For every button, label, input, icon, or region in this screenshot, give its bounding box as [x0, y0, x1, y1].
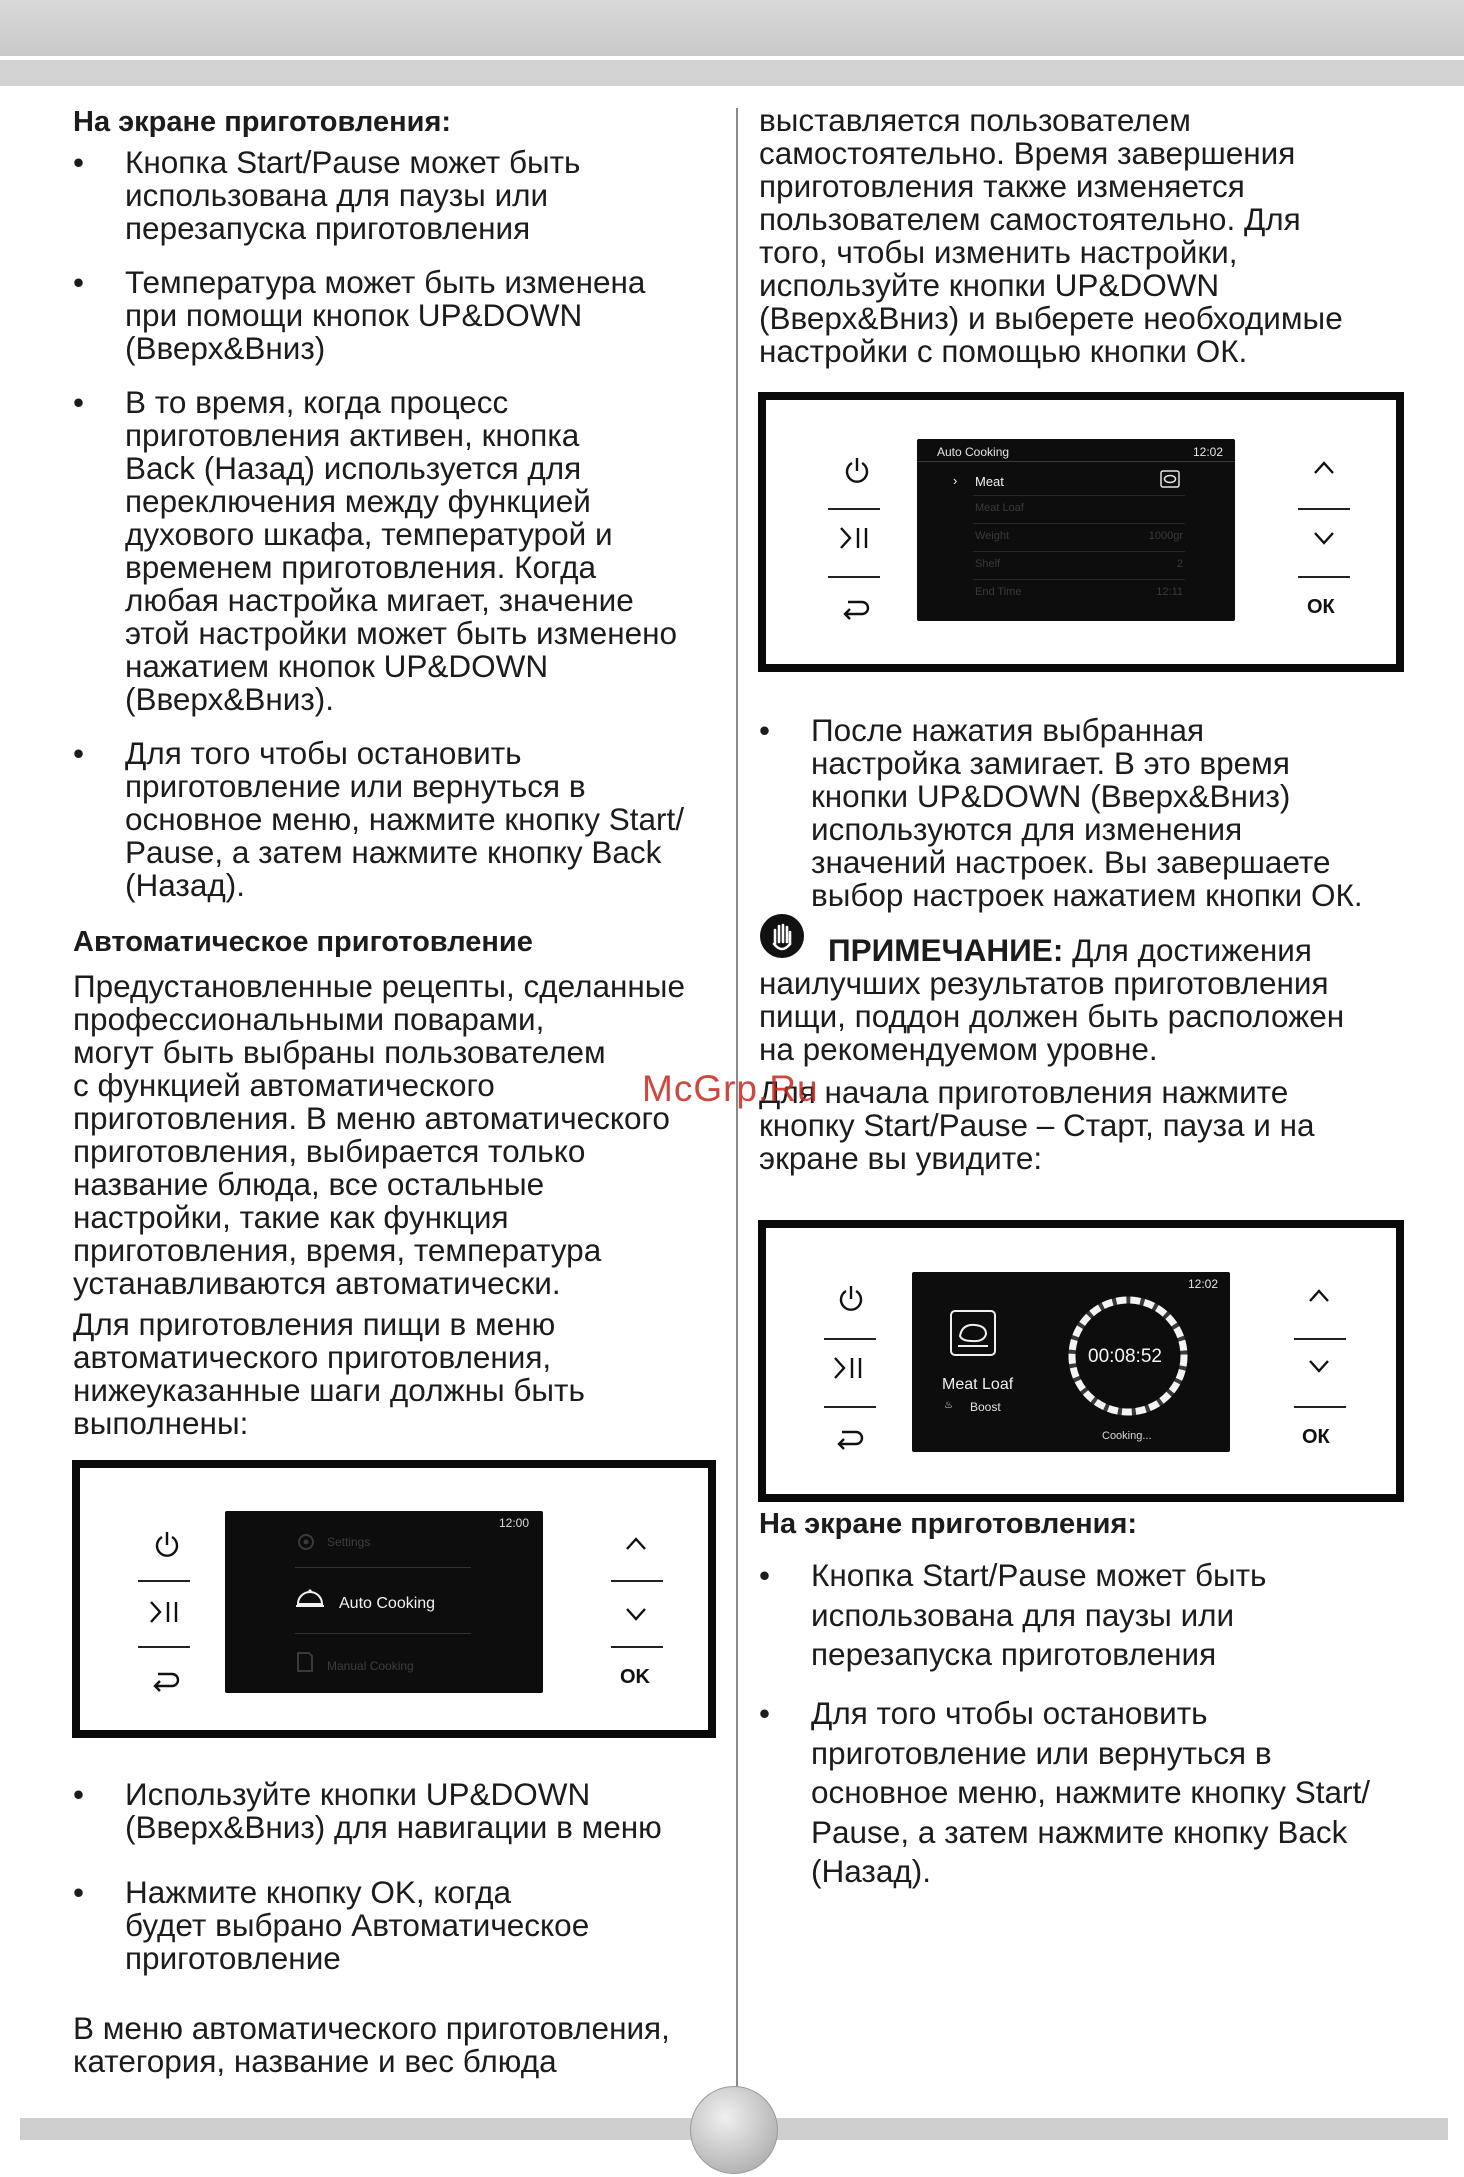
text-line: В то время, когда процесс	[125, 384, 509, 420]
control-divider	[138, 1580, 190, 1582]
text-line: (Вверх&Вниз) для навигации в меню	[125, 1809, 662, 1845]
down-arrow-icon[interactable]	[1306, 1356, 1332, 1376]
note-first-line	[828, 934, 1312, 967]
text-line: (Вверх&Вниз) и выберете необходимые	[759, 300, 1343, 336]
paragraph-steps	[73, 1308, 585, 1440]
text-line: выставляется пользователем	[759, 102, 1191, 138]
text-line: Для приготовления пищи в меню	[73, 1306, 556, 1342]
cooking-timer: 00:08:52	[1088, 1346, 1162, 1367]
text-line: приготовления активен, кнопка	[125, 417, 580, 453]
meat-loaf-dish-icon	[948, 1308, 998, 1358]
text-line: перезапуска приготовления	[811, 1636, 1217, 1672]
control-divider	[828, 576, 880, 578]
text-line: нижеуказанные шаги должны быть	[73, 1372, 585, 1408]
text-line: профессиональными поварами,	[73, 1001, 545, 1037]
bullet-text	[125, 737, 684, 902]
meat-category-icon	[1160, 470, 1180, 488]
heading-auto-cooking: Автоматическое приготовление	[73, 926, 533, 958]
paragraph-presets	[73, 970, 685, 1300]
display-screen-cooking	[912, 1272, 1230, 1452]
boost-label: Boost	[970, 1400, 1001, 1414]
text-line: любая настройка мигает, значение	[125, 582, 634, 618]
bullet-text	[811, 1694, 1370, 1892]
bullet-dot: •	[759, 1557, 771, 1593]
text-line: Предустановленные рецепты, сделанные	[73, 968, 685, 1004]
power-icon[interactable]	[836, 1284, 866, 1314]
bullet-dot: •	[73, 144, 85, 180]
text-line: перезапуска приготовления	[125, 210, 531, 246]
ok-button[interactable]: OK	[620, 1666, 650, 1688]
text-line: того, чтобы изменить настройки,	[759, 234, 1238, 270]
text-line: основное меню, нажмите кнопку Start/	[125, 801, 685, 837]
start-pause-icon[interactable]	[838, 524, 874, 552]
text-line: переключения между функцией	[125, 483, 591, 519]
text-line: Pause, а затем нажмите кнопку Back	[125, 834, 662, 870]
row-end-time-label[interactable]: End Time	[975, 586, 1022, 598]
ok-button[interactable]: ОК	[1307, 596, 1335, 618]
text-line: будет выбрано Автоматическое	[125, 1907, 590, 1943]
selection-chevron-icon: ›	[953, 473, 958, 488]
control-divider	[1294, 1338, 1346, 1340]
text-line: Pause, а затем нажмите кнопку Back	[811, 1813, 1348, 1850]
text-line: кнопки UP&DOWN (Вверх&Вниз)	[811, 778, 1291, 814]
heading-cooking-screen-right: На экране приготовления:	[759, 1508, 1138, 1540]
text-line: Для того чтобы остановить	[811, 1695, 1208, 1731]
back-icon[interactable]	[840, 596, 870, 620]
text-line: приготовление или вернуться в	[125, 768, 586, 804]
screen-clock: 12:00	[498, 1516, 529, 1530]
row-meat-loaf[interactable]: Meat Loaf	[975, 502, 1024, 514]
down-arrow-icon[interactable]	[1311, 528, 1337, 548]
power-icon[interactable]	[152, 1530, 182, 1560]
text-line: используются для изменения	[811, 811, 1243, 847]
top-band	[0, 0, 1464, 56]
up-arrow-icon[interactable]	[623, 1534, 649, 1554]
row-divider	[973, 495, 1185, 496]
text-line: используйте кнопки UP&DOWN	[759, 267, 1220, 303]
bullet-text	[811, 714, 1363, 912]
down-arrow-icon[interactable]	[623, 1604, 649, 1624]
text-line: Для начала приготовления нажмите	[759, 1074, 1289, 1110]
row-shelf-value: 2	[1176, 558, 1183, 570]
text-line: этой настройки может быть изменено	[125, 615, 678, 651]
dish-name: Meat Loaf	[942, 1376, 1014, 1393]
control-divider	[828, 508, 880, 510]
text-line: настройки с помощью кнопки ОК.	[759, 333, 1248, 369]
row-weight-value: 1000gr	[1148, 530, 1183, 542]
bullet-dot: •	[73, 1776, 85, 1812]
screen-clock: 12:02	[1187, 1277, 1218, 1291]
bullet-dot: •	[73, 735, 85, 771]
text-line: духового шкафа, температурой и	[125, 516, 613, 552]
watermark: McGrp.Ru	[642, 1068, 819, 1109]
text-line: После нажатия выбранная	[811, 712, 1205, 748]
text-line: наилучших результатов приготовления	[759, 965, 1329, 1001]
text-line: выбор настроек нажатием кнопки ОК.	[811, 877, 1363, 913]
back-icon[interactable]	[834, 1426, 864, 1450]
bullet-text	[125, 146, 580, 245]
text-line: пользователем самостоятельно. Для	[759, 201, 1301, 237]
control-divider	[138, 1646, 190, 1648]
text-line: могут быть выбраны пользователем	[73, 1034, 606, 1070]
screen-title: Auto Cooking	[937, 445, 1010, 459]
bullet-dot: •	[73, 264, 85, 300]
display-screen-auto-cooking	[917, 439, 1235, 621]
text-line: (Назад).	[811, 1853, 931, 1889]
row-divider	[973, 579, 1185, 580]
cooking-status: Cooking...	[1102, 1430, 1152, 1442]
page-number-circle	[690, 2086, 778, 2174]
screen-clock: 12:02	[1192, 445, 1223, 459]
bullet-dot: •	[73, 1874, 85, 1910]
control-divider	[824, 1338, 876, 1340]
text-line: настройка замигает. В это время	[811, 745, 1290, 781]
text-line: Для того чтобы остановить	[125, 735, 522, 771]
bullet-dot: •	[73, 384, 85, 420]
menu-item-manual-cooking[interactable]: Manual Cooking	[327, 1659, 414, 1673]
paragraph-auto-menu	[73, 2012, 670, 2078]
control-divider	[824, 1406, 876, 1408]
bullet-text	[125, 1778, 662, 1844]
text-line: временем приготовления. Когда	[125, 549, 596, 585]
note-body	[759, 967, 1344, 1066]
paragraph-settings	[759, 104, 1343, 368]
menu-item-settings[interactable]: Settings	[327, 1535, 371, 1549]
text-line: при помощи кнопок UP&DOWN	[125, 297, 583, 333]
start-pause-icon[interactable]	[148, 1598, 184, 1626]
menu-divider	[295, 1633, 471, 1634]
text-line: Используйте кнопки UP&DOWN	[125, 1776, 591, 1812]
text-line: автоматического приготовления,	[73, 1339, 552, 1375]
note-first-text: Для достижения	[1063, 932, 1312, 968]
control-panel-main-menu	[72, 1460, 716, 1738]
text-line: приготовления, время, температура	[73, 1232, 602, 1268]
start-pause-icon[interactable]	[832, 1354, 868, 1382]
row-divider	[973, 551, 1185, 552]
text-line: с функцией автоматического	[73, 1067, 495, 1103]
text-line: основное меню, нажмите кнопку Start/	[811, 1774, 1371, 1810]
row-divider	[973, 523, 1185, 524]
text-line: значений настроек. Вы завершаете	[811, 844, 1331, 880]
bullet-dot: •	[759, 712, 771, 748]
text-line: приготовления. В меню автоматического	[73, 1100, 670, 1136]
text-line: В меню автоматического приготовления,	[73, 2010, 670, 2046]
control-divider	[611, 1646, 663, 1648]
row-meat[interactable]: Meat	[975, 474, 1004, 489]
title-divider	[917, 461, 1235, 462]
text-line: Кнопка Start/Pause может быть	[125, 144, 581, 180]
text-line: (Вверх&Вниз).	[125, 681, 335, 717]
heading-cooking-screen: На экране приготовления:	[73, 106, 452, 138]
text-line: название блюда, все остальные	[73, 1166, 545, 1202]
text-line: Нажмите кнопку OK, когда	[125, 1874, 511, 1910]
control-divider	[611, 1580, 663, 1582]
text-line: использована для паузы или	[811, 1596, 1235, 1633]
power-icon[interactable]	[842, 456, 872, 486]
text-line: на рекомендуемом уровне.	[759, 1031, 1158, 1067]
control-divider	[1298, 576, 1350, 578]
text-line: самостоятельно. Время завершения	[759, 135, 1296, 171]
text-line: нажатием кнопок UP&DOWN	[125, 648, 549, 684]
menu-divider	[295, 1567, 471, 1568]
display-screen-main	[225, 1511, 543, 1693]
text-line: кнопку Start/Pause – Старт, пауза и на	[759, 1107, 1315, 1143]
text-line: (Назад).	[125, 867, 245, 903]
row-end-time-value: 12:11	[1156, 586, 1183, 598]
ok-button[interactable]: ОК	[1302, 1426, 1330, 1448]
note-hand-icon	[760, 914, 804, 958]
row-weight-label[interactable]: Weight	[975, 530, 1010, 542]
paragraph-start	[759, 1076, 1315, 1175]
text-line: приготовления, выбирается только	[73, 1133, 586, 1169]
menu-item-auto-cooking[interactable]: Auto Cooking	[339, 1595, 436, 1612]
control-panel-cooking	[758, 1220, 1404, 1502]
bullet-text	[125, 386, 677, 716]
bullet-text	[811, 1556, 1266, 1675]
text-line: пищи, поддон должен быть расположен	[759, 998, 1345, 1034]
auto-cooking-cloche-icon	[295, 1587, 325, 1609]
bullet-text	[125, 266, 645, 365]
row-shelf-label[interactable]: Shelf	[975, 558, 1001, 570]
control-divider	[1294, 1406, 1346, 1408]
text-line: выполнены:	[73, 1405, 249, 1441]
text-line: Температура может быть изменена	[125, 264, 646, 300]
text-line: использована для паузы или	[125, 177, 549, 213]
boost-icon: ♨	[944, 1400, 953, 1411]
text-line: Кнопка Start/Pause может быть	[811, 1557, 1267, 1593]
top-band-lower	[0, 60, 1464, 86]
text-line: настройки, такие как функция	[73, 1199, 509, 1235]
up-arrow-icon[interactable]	[1311, 458, 1337, 478]
settings-gear-icon	[295, 1531, 317, 1553]
bullet-dot: •	[759, 1695, 771, 1731]
text-line: приготовление или вернуться в	[811, 1734, 1272, 1771]
text-line: экране вы увидите:	[759, 1140, 1043, 1176]
text-line: приготовление	[125, 1940, 341, 1976]
bullet-text	[125, 1876, 589, 1975]
control-divider	[1298, 508, 1350, 510]
text-line: Back (Назад) используется для	[125, 450, 582, 486]
text-line: (Вверх&Вниз)	[125, 330, 326, 366]
manual-cooking-icon	[295, 1651, 315, 1673]
control-panel-auto-cooking	[758, 392, 1404, 672]
text-line: приготовления также изменяется	[759, 168, 1245, 204]
text-line: категория, название и вес блюда	[73, 2043, 557, 2079]
up-arrow-icon[interactable]	[1306, 1286, 1332, 1306]
back-icon[interactable]	[150, 1668, 180, 1692]
text-line: устанавливаются автоматически.	[73, 1265, 561, 1301]
note-label: ПРИМЕЧАНИЕ:	[828, 932, 1064, 968]
